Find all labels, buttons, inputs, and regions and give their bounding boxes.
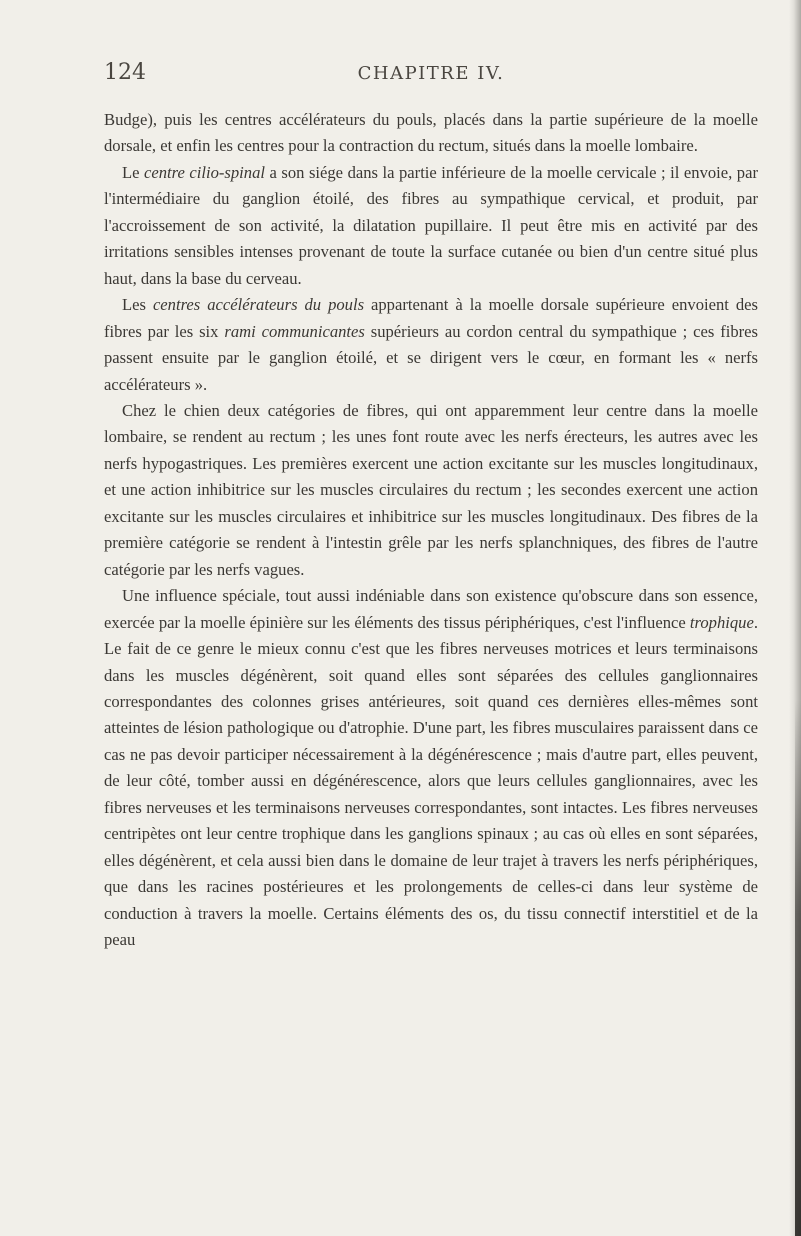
text-run: Chez le chien deux catégories de fibres, qui ont apparemment leur centre dans la moelle lombaire, se rendent au rectum ; les unes font route avec les nerfs érecteurs, les autres avec les nerfs hypogastriques. Les premières exercent une action excitante sur les muscles longitudinaux, et une action inhibitrice sur les muscles circulaires du rectum ; les secondes exercent une action excitante sur les muscles circulaires et inhibitrice sur les muscles longitudinaux. Des fibres de la première catégorie se rendent à l'intestin grêle par les nerfs splanchniques, des fibres de l'autre catégorie par les nerfs vagues. bbox=[104, 400, 758, 579]
italic-term: centres accélérateurs du pouls bbox=[152, 295, 365, 315]
binding-shadow bbox=[795, 700, 801, 1236]
text-run: appartenant à la moelle dorsale supérieure envoient des fibres par les six bbox=[104, 295, 759, 341]
paragraph bbox=[104, 160, 758, 292]
body-text bbox=[104, 107, 758, 954]
italic-term: centre cilio-spinal bbox=[144, 162, 265, 182]
text-run: Une influence spéciale, tout aussi indéniable dans son existence qu'obscure dans son essence, exercée par la moelle épinière sur les éléments des tissus périphériques, c'est l'influence bbox=[104, 586, 758, 632]
paragraph bbox=[104, 398, 758, 583]
italic-term: rami communicantes bbox=[224, 321, 365, 341]
page-number: 124 bbox=[104, 60, 146, 85]
paragraph bbox=[104, 292, 758, 398]
text-run: Le bbox=[122, 162, 145, 182]
text-run: . Le fait de ce genre le mieux connu c'est que les fibres nerveuses motrices et leurs terminaisons dans les muscles dégénèrent, soit quand elles sont séparées des cellules ganglionnaires correspondantes des colonnes grises antérieures, soit quand ces dernières elles-mêmes sont atteintes de lésion pathologique ou d'atrophie. D'une part, les fibres musculaires paraissent dans ce cas ne pas devoir participer nécessairement à la dégénérescence ; mais d'autre part, elles peuvent, de leur côté, tomber aussi en dégénérescence, alors que leurs cellules ganglionnaires, avec les fibres nerveuses et les terminaisons nerveuses correspondantes, sont intactes. Les fibres nerveuses centripètes ont leur centre trophique dans les ganglions spinaux ; au cas où elles en sont séparées, elles dégénèrent, et cela aussi bien dans le domaine de leur trajet à travers les nerfs périphériques, que dans les racines postérieures et les prolongements de celles-ci dans leur système de conduction à travers la moelle. Certains éléments des os, du tissu connectif interstitiel et de la peau bbox=[104, 612, 758, 950]
page-header bbox=[104, 60, 758, 92]
chapter-title: CHAPITRE IV. bbox=[357, 63, 505, 84]
italic-term: trophique bbox=[689, 612, 754, 632]
text-run: Budge), puis les centres accélérateurs du pouls, placés dans la partie supérieure de la moelle dorsale, et enfin les centres pour la contraction du rectum, situés dans la moelle lombaire. bbox=[104, 110, 758, 156]
text-run: supérieurs au cordon central du sympathique ; ces fibres passent ensuite par le ganglion étoilé, et se dirigent vers le cœur, en formant les « nerfs accélérateurs ». bbox=[104, 321, 758, 394]
paragraph bbox=[104, 107, 758, 160]
text-run: Les bbox=[122, 295, 153, 315]
text-run: a son siége dans la partie inférieure de la moelle cervicale ; il envoie, par l'intermédiaire du ganglion étoilé, des fibres au sympathique cervical, et produit, par l'accroissement de son activité, la dilatation pupillaire. Il peut être mis en activité par des irritations sensibles intenses provenant de toute la surface cutanée ou bien d'un centre situé plus haut, dans la base du cerveau. bbox=[104, 162, 758, 288]
paragraph bbox=[104, 583, 758, 953]
